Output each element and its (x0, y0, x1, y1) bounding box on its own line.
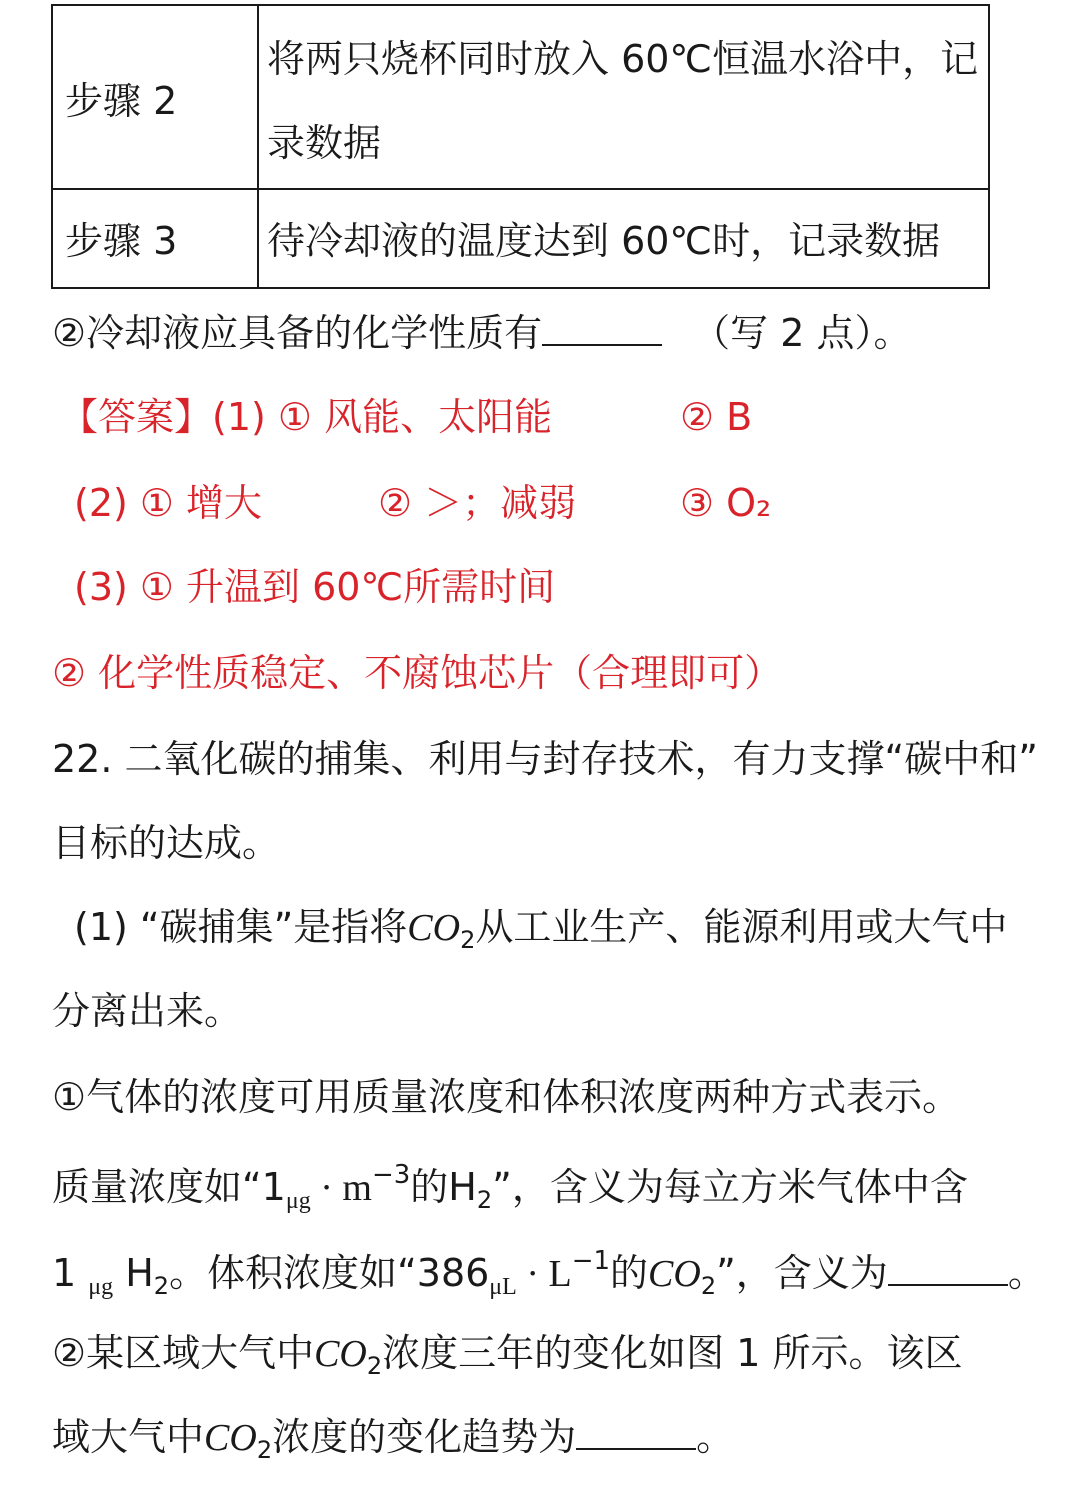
step-2-content-line1: 将两只烧杯同时放入 60℃恒温水浴中，记 (267, 37, 979, 81)
co2-formula-3: CO (314, 1333, 367, 1375)
trend-text-b: 浓度三年的变化如图 1 所示。该区 (382, 1331, 963, 1375)
answer-blank (542, 340, 662, 346)
co2-formula: CO (407, 907, 461, 949)
q22-line-2: 目标的达成。 (52, 821, 281, 865)
table-column-divider (257, 6, 259, 287)
co2-subscript: 2 (460, 926, 476, 954)
answer-blank-3 (576, 1444, 696, 1450)
period-2: 。 (696, 1415, 735, 1459)
vol-conc-text-a: 1 (52, 1251, 89, 1295)
trend-text-a: ②某区域大气中 (52, 1331, 315, 1375)
q22-sub1-line-2 (52, 1162, 968, 1213)
q22-part1-line-2: 分离出来。 (52, 989, 243, 1033)
answer-tag: 【答案】 (60, 395, 213, 439)
mass-conc-text-c: ”，含义为每立方米气体中含 (492, 1165, 968, 1209)
vol-conc-text-c: 的 (610, 1251, 649, 1295)
q22-part1-text-a: (1) “碳捕集”是指将 (74, 905, 408, 949)
q22-part1-text-b: 从工业生产、能源利用或大气中 (475, 905, 1008, 949)
co2-subscript-3: 2 (366, 1352, 383, 1380)
step-2-label: 步骤 2 (65, 79, 178, 123)
answer-blank-2 (888, 1280, 1008, 1286)
step-3-label: 步骤 3 (65, 219, 178, 263)
step-3-content: 待冷却液的温度达到 60℃时，记录数据 (267, 219, 941, 263)
answer-3-2: ② 化学性质稳定、不腐蚀芯片（合理即可） (52, 651, 783, 695)
answer-2-2: ② ＞；减弱 (378, 481, 577, 525)
coolant-question-text: ②冷却液应具备的化学性质有 (52, 311, 543, 355)
h2-subscript-2: 2 (153, 1272, 170, 1300)
co2-subscript-4: 2 (256, 1436, 273, 1464)
answer-1-1: (1) ① 风能、太阳能 (212, 395, 553, 439)
step-2-content-line2: 录数据 (267, 121, 382, 165)
unit-m: · m (310, 1167, 372, 1209)
q22-sub2-line-1 (52, 1331, 963, 1380)
exponent-minus-3: −3 (371, 1160, 411, 1190)
unit-ug: μg (285, 1188, 311, 1214)
unit-ug-2: μg (88, 1274, 114, 1300)
period: 。 (1007, 1251, 1046, 1295)
table-row-divider (53, 188, 988, 190)
trend-text-d: 浓度的变化趋势为 (272, 1415, 577, 1459)
unit-ul: μL (489, 1274, 517, 1300)
h2-formula: H (113, 1251, 154, 1295)
experiment-steps-table (51, 4, 990, 289)
exponent-minus-1: −1 (571, 1246, 611, 1276)
answer-2-1: (2) ① 增大 (74, 481, 263, 525)
answer-2-3: ③ O₂ (680, 481, 772, 525)
q22-part1-line (74, 905, 1008, 954)
q22-sub1-line-3 (52, 1248, 1046, 1299)
vol-conc-text-d: ”，含义为 (716, 1251, 888, 1295)
answer-3-1: (3) ① 升温到 60℃所需时间 (74, 565, 556, 609)
answer-line-1 (60, 395, 553, 439)
mass-conc-text-a: 质量浓度如“1 (52, 1165, 286, 1209)
answer-1-2: ② B (680, 395, 753, 439)
q22-sub2-line-2 (52, 1415, 735, 1464)
coolant-question (52, 311, 912, 355)
co2-subscript-2: 2 (700, 1272, 717, 1300)
q22-sub1-line-1: ①气体的浓度可用质量浓度和体积浓度两种方式表示。 (52, 1075, 961, 1119)
co2-formula-2: CO (648, 1253, 701, 1295)
mass-conc-text-b: 的H (410, 1165, 477, 1209)
h2-subscript: 2 (476, 1186, 493, 1214)
trend-text-c: 域大气中 (52, 1415, 205, 1459)
unit-l: · L (516, 1253, 572, 1295)
vol-conc-text-b: 。体积浓度如“386 (169, 1251, 490, 1295)
q22-line-1: 22. 二氧化碳的捕集、利用与封存技术，有力支撑“碳中和” (52, 737, 1038, 781)
coolant-question-tail: （写 2 点）。 (692, 311, 912, 355)
co2-formula-4: CO (204, 1417, 257, 1459)
